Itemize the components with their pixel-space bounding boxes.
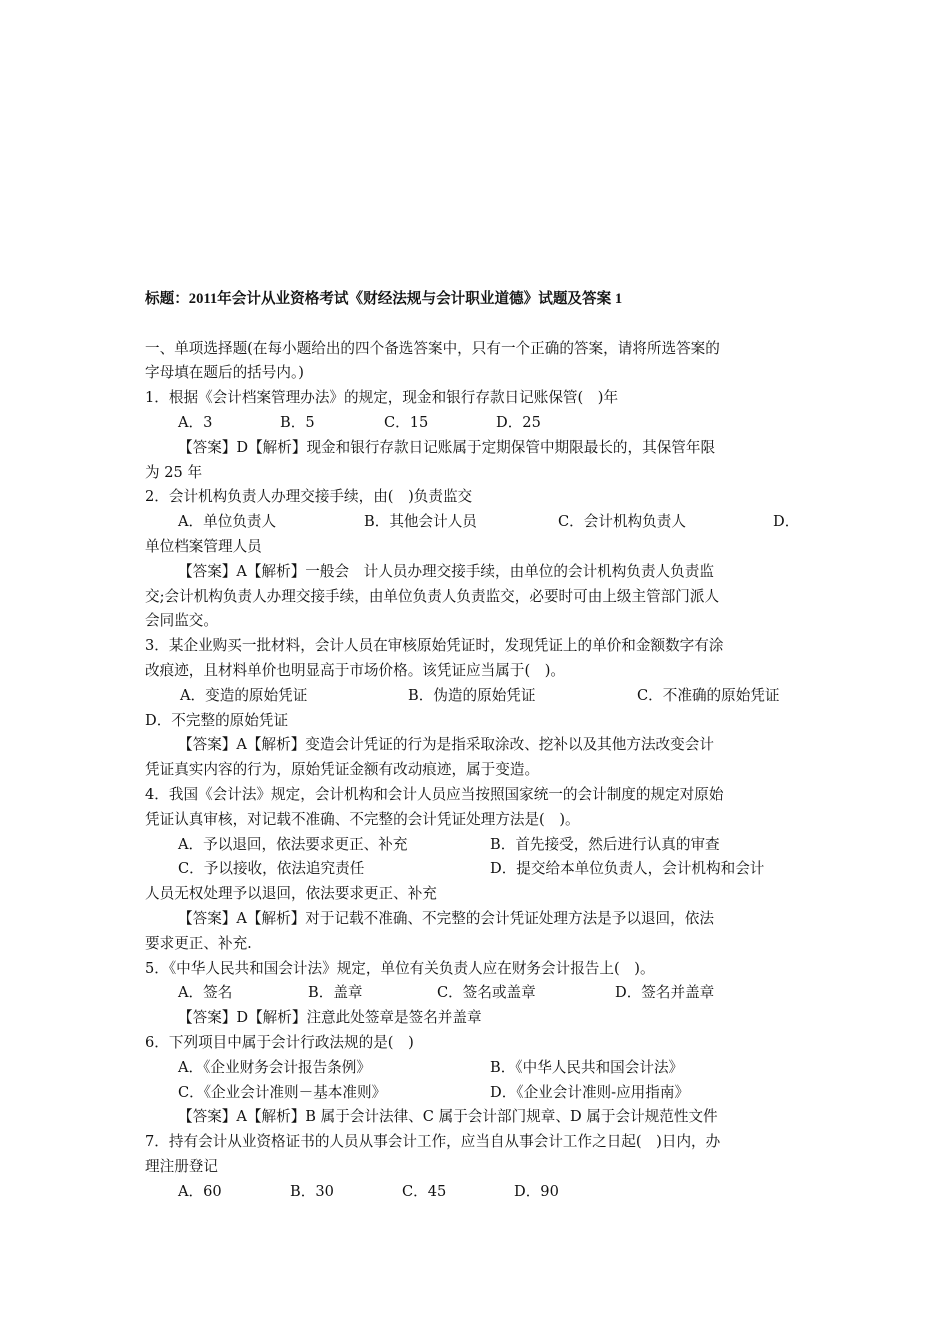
option-b: B．盖章: [308, 984, 363, 1002]
option-b: B．5: [280, 413, 315, 431]
option-c: C．予以接收，依法追究责任: [178, 860, 365, 878]
question-4-cont: 凭证认真审核，对记载不准确、不完整的会计凭证处理方法是( )。: [145, 810, 580, 828]
option-a: A．3: [178, 413, 213, 431]
document-body: [145, 287, 807, 1204]
answer-6: 【答案】A【解析】B 属于会计法律、C 属于会计部门规章、D 属于会计规范性文件: [178, 1108, 718, 1126]
answer-1-cont: 为 25 年: [145, 463, 203, 481]
option-a: A．单位负责人: [178, 513, 277, 531]
question-1: 1．根据《会计档案管理办法》的规定，现金和银行存款日记账保管( )年: [145, 389, 619, 407]
option-d: D．25: [496, 413, 541, 431]
question-4-options: [145, 857, 807, 882]
question-4: 4．我国《会计法》规定，会计机构和会计人员应当按照国家统一的会计制度的规定对原始: [145, 785, 724, 803]
option-b: B．其他会计人员: [364, 513, 477, 531]
spacer: [145, 312, 807, 337]
answer-3: 【答案】A【解析】变造会计凭证的行为是指采取涂改、挖补以及其他方法改变会计: [178, 736, 714, 754]
question-5-options: [145, 981, 807, 1006]
answer-4: 【答案】A【解析】对于记载不准确、不完整的会计凭证处理方法是予以退回，依法: [178, 909, 714, 927]
question-7: 7．持有会计从业资格证书的人员从事会计工作，应当自从事会计工作之日起( )日内，办: [145, 1133, 721, 1151]
option-d: D．提交给本单位负责人，会计机构和会计: [490, 860, 765, 878]
option-a: A．变造的原始凭证: [180, 686, 308, 704]
option-a: A．《企业财务会计报告条例》: [178, 1058, 371, 1076]
question-2-options: [145, 510, 807, 535]
answer-5: 【答案】D【解析】注意此处签章是签名并盖章: [178, 1009, 482, 1027]
question-3-options: [145, 684, 807, 709]
option-a: A．予以退回，依法要求更正、补充: [178, 835, 408, 853]
document-title: 标题：2011年会计从业资格考试《财经法规与会计职业道德》试题及答案 1: [145, 291, 623, 307]
option-c: C．15: [384, 413, 429, 431]
question-7-cont: 理注册登记: [145, 1157, 218, 1175]
option-c: C．不准确的原始凭证: [637, 686, 780, 704]
option-b: B．首先接受，然后进行认真的审查: [490, 835, 720, 853]
option-a: A．签名: [178, 984, 233, 1002]
answer-2-cont: 交;会计机构负责人办理交接手续，由单位负责人负责监交，必要时可由上级主管部门派人: [145, 587, 720, 605]
question-6: 6．下列项目中属于会计行政法规的是( ): [145, 1033, 414, 1051]
question-4-options: [145, 833, 807, 858]
answer-1: 【答案】D【解析】现金和银行存款日记账属于定期保管中期限最长的，其保管年限: [178, 438, 716, 456]
option-d: D．不完整的原始凭证: [145, 711, 289, 729]
question-2: 2．会计机构负责人办理交接手续，由( )负责监交: [145, 488, 473, 506]
answer-2: 【答案】A【解析】一般会 计人员办理交接手续，由单位的会计机构负责人负责监: [178, 562, 714, 580]
section-header-cont: 字母填在题后的括号内。): [145, 364, 304, 382]
option-d-cont: 人员无权处理予以退回，依法要求更正、补充: [145, 885, 437, 903]
option-b: B．《中华人民共和国会计法》: [490, 1058, 684, 1076]
section-header: 一、单项选择题(在每小题给出的四个备选答案中，只有一个正确的答案，请将所选答案的: [145, 339, 720, 357]
question-3-cont: 改痕迹，且材料单价也明显高于市场价格。该凭证应当属于( )。: [145, 661, 566, 679]
question-7-options: [145, 1180, 807, 1205]
question-6-options: [145, 1056, 807, 1081]
option-c: C．签名或盖章: [437, 984, 536, 1002]
option-d: D．: [773, 513, 800, 531]
option-c: C．会计机构负责人: [558, 513, 686, 531]
option-c: C．《企业会计准则－基本准则》: [178, 1083, 387, 1101]
question-1-options: [145, 411, 807, 436]
option-c: C．45: [402, 1182, 447, 1200]
question-6-options: [145, 1081, 807, 1106]
option-d-cont: 单位档案管理人员: [145, 537, 262, 555]
answer-2-cont: 会同监交。: [145, 612, 218, 630]
option-d: D．《企业会计准则-应用指南》: [490, 1083, 690, 1101]
option-d: D．签名并盖章: [615, 984, 715, 1002]
option-a: A．60: [178, 1182, 222, 1200]
option-d: D．90: [514, 1182, 559, 1200]
question-3: 3．某企业购买一批材料，会计人员在审核原始凭证时，发现凭证上的单价和金额数字有涂: [145, 637, 724, 655]
option-b: B．伪造的原始凭证: [408, 686, 536, 704]
option-b: B．30: [290, 1182, 334, 1200]
answer-4-cont: 要求更正、补充.: [145, 934, 252, 952]
question-5: 5．《中华人民共和国会计法》规定，单位有关负责人应在财务会计报告上( )。: [145, 959, 655, 977]
answer-3-cont: 凭证真实内容的行为，原始凭证金额有改动痕迹，属于变造。: [145, 761, 540, 779]
